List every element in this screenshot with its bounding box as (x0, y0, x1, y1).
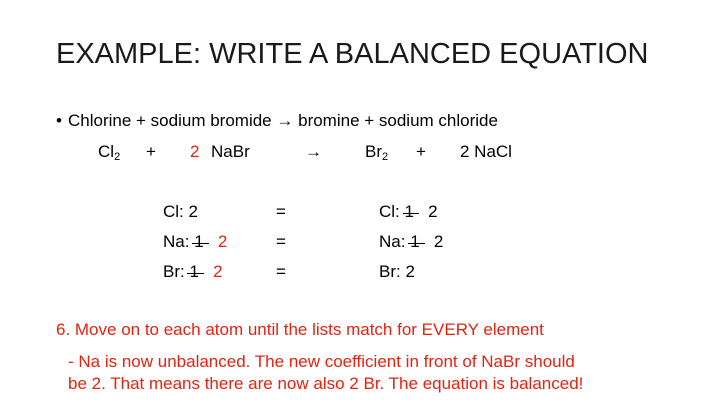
arrow-icon: → (276, 111, 294, 130)
equals-sign: = (276, 232, 286, 251)
reactant-br-count: Br: 1 2 (163, 262, 223, 281)
product-na-count: Na: 1 2 (379, 232, 444, 251)
formula-sodium-bromide: NaBr (211, 142, 250, 161)
struck-old-count: 1 (189, 262, 199, 281)
equals-sign: = (276, 262, 286, 281)
plus-sign: + (146, 142, 156, 161)
slide-title: EXAMPLE: WRITE A BALANCED EQUATION (56, 38, 649, 70)
explanation-line-2: be 2. That means there are now also 2 Br. The equation is balanced! (68, 374, 584, 393)
coefficient-nabr: 2 (190, 142, 200, 161)
formula-chlorine: $Cl_2$ (98, 142, 121, 163)
struck-old-count: 1 (410, 232, 420, 251)
reactant-na-count: Na: 1 2 (163, 232, 228, 251)
product-br-count: Br: 2 (379, 262, 415, 281)
product-cl-count: Cl: 1 2 (379, 202, 438, 221)
struck-old-count: 1 (194, 232, 204, 251)
formula-bromine: $Br_2$ (365, 142, 389, 163)
word-equation-reactants: Chlorine + sodium bromide (68, 111, 272, 130)
bullet-dot: • (56, 111, 62, 130)
equals-sign: = (276, 202, 286, 221)
word-equation-products: bromine + sodium chloride (298, 111, 498, 130)
reactant-cl-count: Cl: 2 (163, 202, 198, 221)
formula-sodium-chloride: 2 NaCl (460, 142, 512, 161)
explanation-line-1: - Na is now unbalanced. The new coefficient in front of NaBr should (68, 352, 575, 371)
plus-sign: + (416, 142, 426, 161)
struck-old-count: 1 (404, 202, 414, 221)
step-instruction: 6. Move on to each atom until the lists match for EVERY element (56, 320, 544, 339)
reaction-arrow-icon: → (305, 142, 322, 161)
word-equation-bullet (56, 111, 498, 131)
